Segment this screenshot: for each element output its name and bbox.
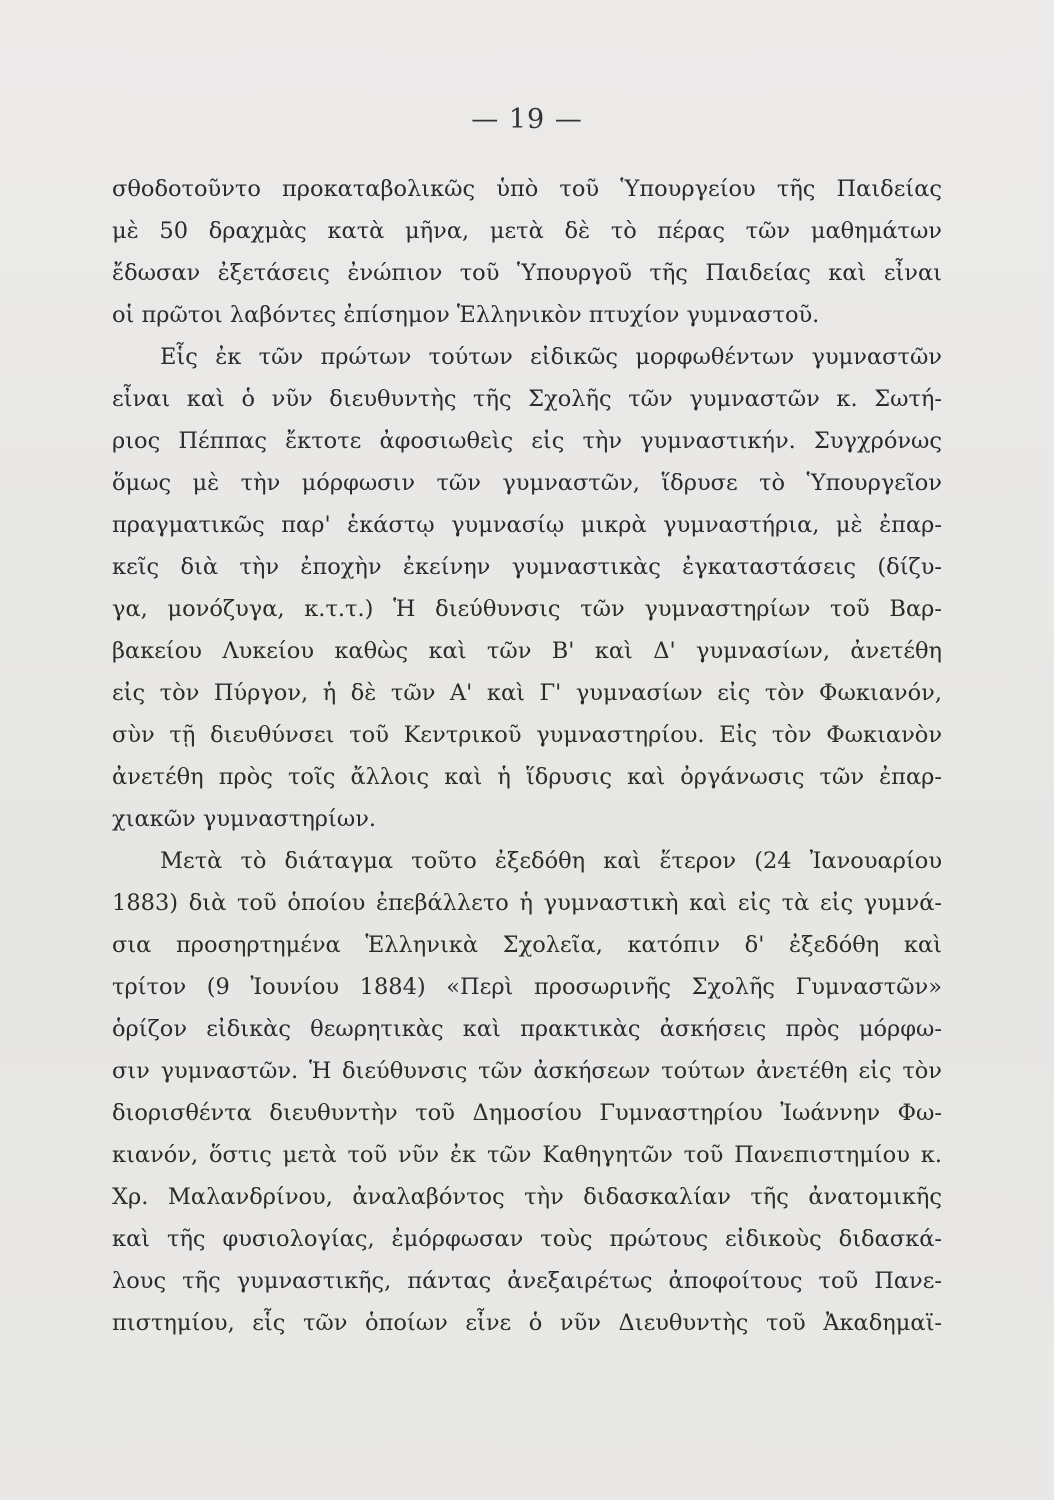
text-line: 1883) διὰ τοῦ ὁποίου ἐπεβάλλετο ἡ γυμναστικὴ καὶ εἰς τὰ εἰς γυμνά- bbox=[112, 890, 942, 916]
text-line: ὅμως μὲ τὴν μόρφωσιν τῶν γυμναστῶν, ἵδρυσε τὸ Ὑπουργεῖον bbox=[112, 470, 942, 496]
text-line: λους τῆς γυμναστικῆς, πάντας ἀνεξαιρέτως ἀποφοίτους τοῦ Πανε- bbox=[112, 1268, 942, 1294]
text-line: οἱ πρῶτοι λαβόντες ἐπίσημον Ἑλληνικὸν πτυχίον γυμναστοῦ. bbox=[112, 302, 820, 328]
text-line: Χρ. Μαλανδρίνου, ἀναλαβόντος τὴν διδασκαλίαν τῆς ἀνατομικῆς bbox=[112, 1184, 942, 1210]
text-line: βακείου Λυκείου καθὼς καὶ τῶν Β' καὶ Δ' γυμνασίων, ἀνετέθη bbox=[112, 638, 942, 664]
text-line: ἀνετέθη πρὸς τοῖς ἄλλοις καὶ ἡ ἵδρυσις καὶ ὀργάνωσις τῶν ἐπαρ- bbox=[112, 764, 942, 790]
text-line: καὶ τῆς φυσιολογίας, ἐμόρφωσαν τοὺς πρώτους εἰδικοὺς διδασκά- bbox=[112, 1226, 942, 1252]
text-line: πιστημίου, εἷς τῶν ὁποίων εἶνε ὁ νῦν Διευθυντὴς τοῦ Ἀκαδημαϊ- bbox=[112, 1310, 942, 1336]
text-line: κιανόν, ὅστις μετὰ τοῦ νῦν ἐκ τῶν Καθηγητῶν τοῦ Πανεπιστημίου κ. bbox=[112, 1142, 942, 1168]
text-line: σιν γυμναστῶν. Ἡ διεύθυνσις τῶν ἀσκήσεων τούτων ἀνετέθη εἰς τὸν bbox=[112, 1058, 942, 1084]
text-line: Εἷς ἐκ τῶν πρώτων τούτων εἰδικῶς μορφωθέντων γυμναστῶν bbox=[160, 344, 942, 370]
text-line: πραγματικῶς παρ' ἑκάστῳ γυμνασίῳ μικρὰ γυμναστήρια, μὲ ἐπαρ- bbox=[112, 512, 942, 538]
text-line: γα, μονόζυγα, κ.τ.τ.) Ἡ διεύθυνσις τῶν γυμναστηρίων τοῦ Βαρ- bbox=[112, 596, 942, 622]
text-line: ριος Πέππας ἔκτοτε ἀφοσιωθεὶς εἰς τὴν γυμναστικήν. Συγχρόνως bbox=[112, 428, 942, 454]
text-line: ἔδωσαν ἐξετάσεις ἐνώπιον τοῦ Ὑπουργοῦ τῆς Παιδείας καὶ εἶναι bbox=[112, 260, 942, 286]
text-line: εἰς τὸν Πύργον, ἡ δὲ τῶν Α' καὶ Γ' γυμνασίων εἰς τὸν Φωκιανόν, bbox=[112, 680, 942, 706]
text-line: ὁρίζον εἰδικὰς θεωρητικὰς καὶ πρακτικὰς ἀσκήσεις πρὸς μόρφω- bbox=[112, 1016, 942, 1042]
body-text bbox=[112, 168, 942, 1344]
text-line: κεῖς διὰ τὴν ἐποχὴν ἐκείνην γυμναστικὰς ἐγκαταστάσεις (δίζυ- bbox=[112, 554, 942, 580]
text-line: διορισθέντα διευθυντὴν τοῦ Δημοσίου Γυμναστηρίου Ἰωάννην Φω- bbox=[112, 1100, 942, 1126]
page-number: — 19 — bbox=[471, 104, 583, 135]
text-line: σὺν τῇ διευθύνσει τοῦ Κεντρικοῦ γυμναστηρίου. Εἰς τὸν Φωκιανὸν bbox=[112, 722, 942, 748]
text-line: σθοδοτοῦντο προκαταβολικῶς ὑπὸ τοῦ Ὑπουργείου τῆς Παιδείας bbox=[112, 176, 942, 202]
text-line: τρίτον (9 Ἰουνίου 1884) «Περὶ προσωρινῆς Σχολῆς Γυμναστῶν» bbox=[112, 974, 942, 1000]
text-line: μὲ 50 δραχμὰς κατὰ μῆνα, μετὰ δὲ τὸ πέρας τῶν μαθημάτων bbox=[112, 218, 942, 244]
text-line: χιακῶν γυμναστηρίων. bbox=[112, 806, 377, 832]
text-line: σια προσηρτημένα Ἑλληνικὰ Σχολεῖα, κατόπιν δ' ἐξεδόθη καὶ bbox=[112, 932, 942, 958]
text-line: Μετὰ τὸ διάταγμα τοῦτο ἐξεδόθη καὶ ἕτερον (24 Ἰανουαρίου bbox=[160, 848, 942, 874]
text-line: εἶναι καὶ ὁ νῦν διευθυντὴς τῆς Σχολῆς τῶν γυμναστῶν κ. Σωτή- bbox=[112, 386, 942, 412]
